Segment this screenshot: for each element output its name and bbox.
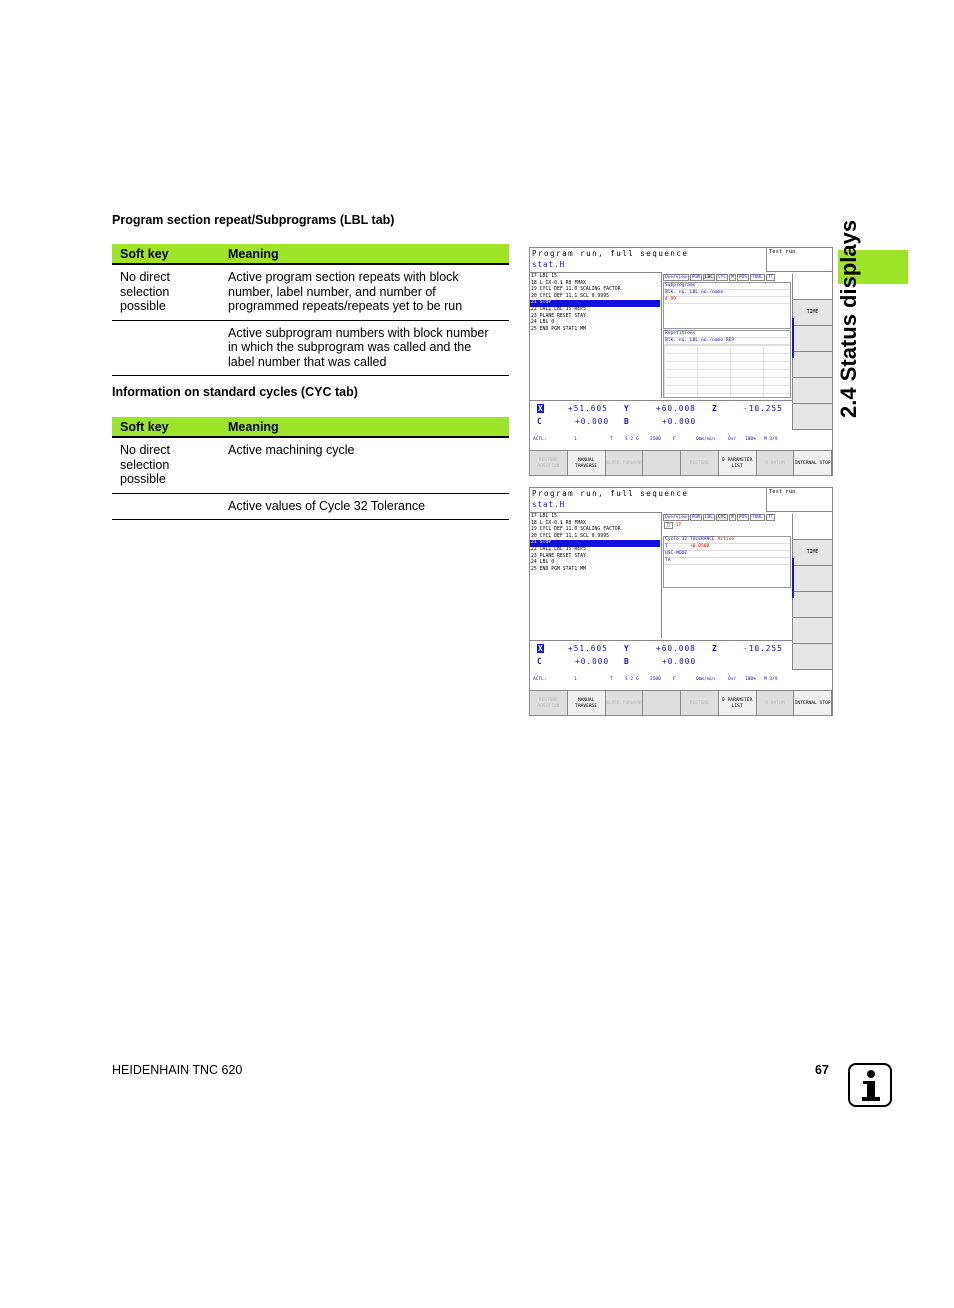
softkey-right-3[interactable] <box>792 326 832 352</box>
tab-cyc[interactable]: CYC <box>717 515 727 520</box>
table-row <box>112 320 509 376</box>
tab-overview[interactable]: Overview <box>665 275 687 280</box>
tab-tt[interactable]: TT <box>767 275 774 280</box>
page-number: 67 <box>815 1063 829 1077</box>
tab-cyc[interactable]: CYC <box>717 275 727 280</box>
repetitions-box: Repetitions Blk. no. LBL no./name REP <box>663 330 791 398</box>
softkey-block-forward[interactable]: BLOCK FORWARD <box>606 691 644 716</box>
right-softkeys <box>792 514 832 670</box>
tab-tool[interactable]: TOOL <box>751 275 763 280</box>
softkey-internal-stop[interactable]: INTERNAL STOP <box>794 451 832 476</box>
program-listing: 17 LBL 15 18 L IX-0.1 R0 FMAX 19 CYCL DEF 11.0 SCALING FACTOR 20 CYCL DEF 11.1 SCL 0.9995 21 STOP 22 CALL LBL 15 REP5 23 PLANE RESET STAY 24 LBL 0 25 END PGM STAT1 MM <box>530 514 660 573</box>
softkey-manual-traverse[interactable]: MANUAL TRAVERSE <box>568 451 606 476</box>
table-row <box>112 437 509 493</box>
screen-file: stat.H <box>532 500 566 509</box>
tab-tt[interactable]: TT <box>767 515 774 520</box>
meaning-cell: Active machining cycle <box>220 437 509 493</box>
softkey-right-3[interactable] <box>792 566 832 592</box>
bottom-softkeys <box>530 450 832 476</box>
tab-lbl[interactable]: LBL <box>704 275 713 280</box>
softkey-parameter-list[interactable]: 0 PARAMETER LIST <box>719 691 757 716</box>
softkey-manual-traverse[interactable]: MANUAL TRAVERSE <box>568 691 606 716</box>
info-icon <box>848 1063 892 1107</box>
status-panel <box>661 272 792 398</box>
cyc-table <box>112 417 509 520</box>
status-tabs <box>663 514 776 521</box>
program-listing: 17 LBL 15 18 L IX-0.1 R0 FMAX 19 CYCL DEF 11.0 SCALING FACTOR 20 CYCL DEF 11.1 SCL 0.9995 21 STOP 22 CALL LBL 15 REP5 23 PLANE RESET STAY 24 LBL 0 25 END PGM STAT1 MM <box>530 274 660 333</box>
screenshot-lbl-tab: Program run, full sequence stat.H Test run 17 LBL 15 18 L IX-0.1 R0 FMAX 19 CYCL DEF 11.0 SCALING FACTOR 20 CYCL DEF 11.1 SCL 0.9995 21 STOP 22 CALL LBL 15 REP5 23 PLANE RESET STAY 24 LBL 0 25 END PGM STAT1 MM Overview PGM LBL CYC M POS TOOL TT Subprograms Blk. no. LBL no./name 4 99 Repetitions Blk. no. LBL no./name REP TIME X +51.605 Y +60.008 Z -10.255 C +0.000 B +0.000 ACTL. 1 T S 2 G 2500 F 0mm/min Ovr 100% M 3/9 RESTORE POSITION MANUAL TRAVERSE BLOCK FORWARD RESTORE 0 PARAMETER LIST 0 DATUM INTERNAL STOP <box>529 247 833 476</box>
softkey-restore-position[interactable]: RESTORE POSITION <box>530 691 568 716</box>
softkey-3d[interactable] <box>643 691 681 716</box>
bottom-softkeys <box>530 690 832 716</box>
softkey-3d[interactable] <box>643 451 681 476</box>
position-display: X +51.605 Y +60.008 Z -10.255 C +0.000 B +0.000 <box>530 400 792 449</box>
table-row <box>112 264 509 320</box>
softkey-right-4[interactable] <box>792 352 832 378</box>
section-title-lbl: Program section repeat/Subprograms (LBL tab) <box>112 213 395 227</box>
softkey-right-1[interactable] <box>792 274 832 300</box>
softkey-right-5[interactable] <box>792 378 832 404</box>
position-display: X +51.605 Y +60.008 Z -10.255 C +0.000 B +0.000 <box>530 640 792 689</box>
meaning-cell: Active program section repeats with block number, label number, and number of programmed repeats/repeats yet to be run <box>220 264 509 320</box>
softkey-internal-stop[interactable]: INTERNAL STOP <box>794 691 832 716</box>
screen-title: Program run, full sequence <box>532 489 689 498</box>
tolerance-box: Cycle 32 TOLERANCE Active T +0.0500 HSC-MODE TA <box>663 536 791 588</box>
lbl-table <box>112 244 509 376</box>
softkey-restore[interactable]: RESTORE <box>681 451 719 476</box>
active-cycle-box: □ 17 <box>663 523 789 533</box>
softkey-time[interactable]: TIME <box>792 300 832 326</box>
tab-pos[interactable]: POS <box>738 515 747 520</box>
table-row <box>112 493 509 520</box>
softkey-datum[interactable]: 0 DATUM <box>757 691 795 716</box>
col-soft-key: Soft key <box>112 244 220 264</box>
tab-m[interactable]: M <box>731 515 734 520</box>
col-meaning: Meaning <box>220 417 509 437</box>
tab-pgm[interactable]: PGM <box>691 515 700 520</box>
footer-product: HEIDENHAIN TNC 620 <box>112 1063 243 1077</box>
tab-tool[interactable]: TOOL <box>751 515 763 520</box>
tab-lbl[interactable]: LBL <box>704 515 713 520</box>
soft-key-cell <box>112 493 220 520</box>
col-meaning: Meaning <box>220 244 509 264</box>
softkey-right-6[interactable] <box>792 644 832 670</box>
soft-key-cell: No direct selection possible <box>112 437 220 493</box>
tab-pos[interactable]: POS <box>738 275 747 280</box>
status-tabs <box>663 274 776 281</box>
softkey-datum[interactable]: 0 DATUM <box>757 451 795 476</box>
cycle-icon: □ <box>664 522 673 529</box>
status-panel <box>661 512 792 638</box>
screenshot-cyc-tab: Program run, full sequence stat.H Test run 17 LBL 15 18 L IX-0.1 R0 FMAX 19 CYCL DEF 11.0 SCALING FACTOR 20 CYCL DEF 11.1 SCL 0.9995 21 STOP 22 CALL LBL 15 REP5 23 PLANE RESET STAY 24 LBL 0 25 END PGM STAT1 MM Overview PGM LBL CYC M POS TOOL TT □ 17 Cycle 32 TOLERANCE Active T +0.0500 HSC-MODE TA TIME X +51.605 Y +60.008 Z -10.255 C +0.000 B +0.000 ACTL. 1 T S 2 G 2500 F 0mm/min Ovr 100% M 3/9 RESTORE POSITION MANUAL TRAVERSE BLOCK FORWARD RESTORE 0 PARAMETER LIST 0 DATUM INTERNAL STOP <box>529 487 833 716</box>
screen-mode: Test run <box>766 488 832 512</box>
col-soft-key: Soft key <box>112 417 220 437</box>
softkey-restore-position[interactable]: RESTORE POSITION <box>530 451 568 476</box>
meaning-cell: Active values of Cycle 32 Tolerance <box>220 493 509 520</box>
soft-key-cell <box>112 320 220 376</box>
screen-file: stat.H <box>532 260 566 269</box>
meaning-cell: Active subprogram numbers with block number in which the subprogram was called and the label number that was called <box>220 320 509 376</box>
softkey-restore[interactable]: RESTORE <box>681 691 719 716</box>
tab-pgm[interactable]: PGM <box>691 275 700 280</box>
subprograms-box: Subprograms Blk. no. LBL no./name 4 99 <box>663 282 791 329</box>
softkey-time[interactable]: TIME <box>792 540 832 566</box>
screen-mode: Test run <box>766 248 832 272</box>
softkey-right-6[interactable] <box>792 404 832 430</box>
softkey-right-5[interactable] <box>792 618 832 644</box>
soft-key-cell: No direct selection possible <box>112 264 220 320</box>
screen-title: Program run, full sequence <box>532 249 689 258</box>
right-softkeys <box>792 274 832 430</box>
section-title-cyc: Information on standard cycles (CYC tab) <box>112 385 358 399</box>
tab-overview[interactable]: Overview <box>665 515 687 520</box>
softkey-right-4[interactable] <box>792 592 832 618</box>
softkey-right-1[interactable] <box>792 514 832 540</box>
tab-m[interactable]: M <box>731 275 734 280</box>
chapter-title: 2.4 Status displays <box>836 219 861 418</box>
softkey-block-forward[interactable]: BLOCK FORWARD <box>606 451 644 476</box>
softkey-parameter-list[interactable]: 0 PARAMETER LIST <box>719 451 757 476</box>
